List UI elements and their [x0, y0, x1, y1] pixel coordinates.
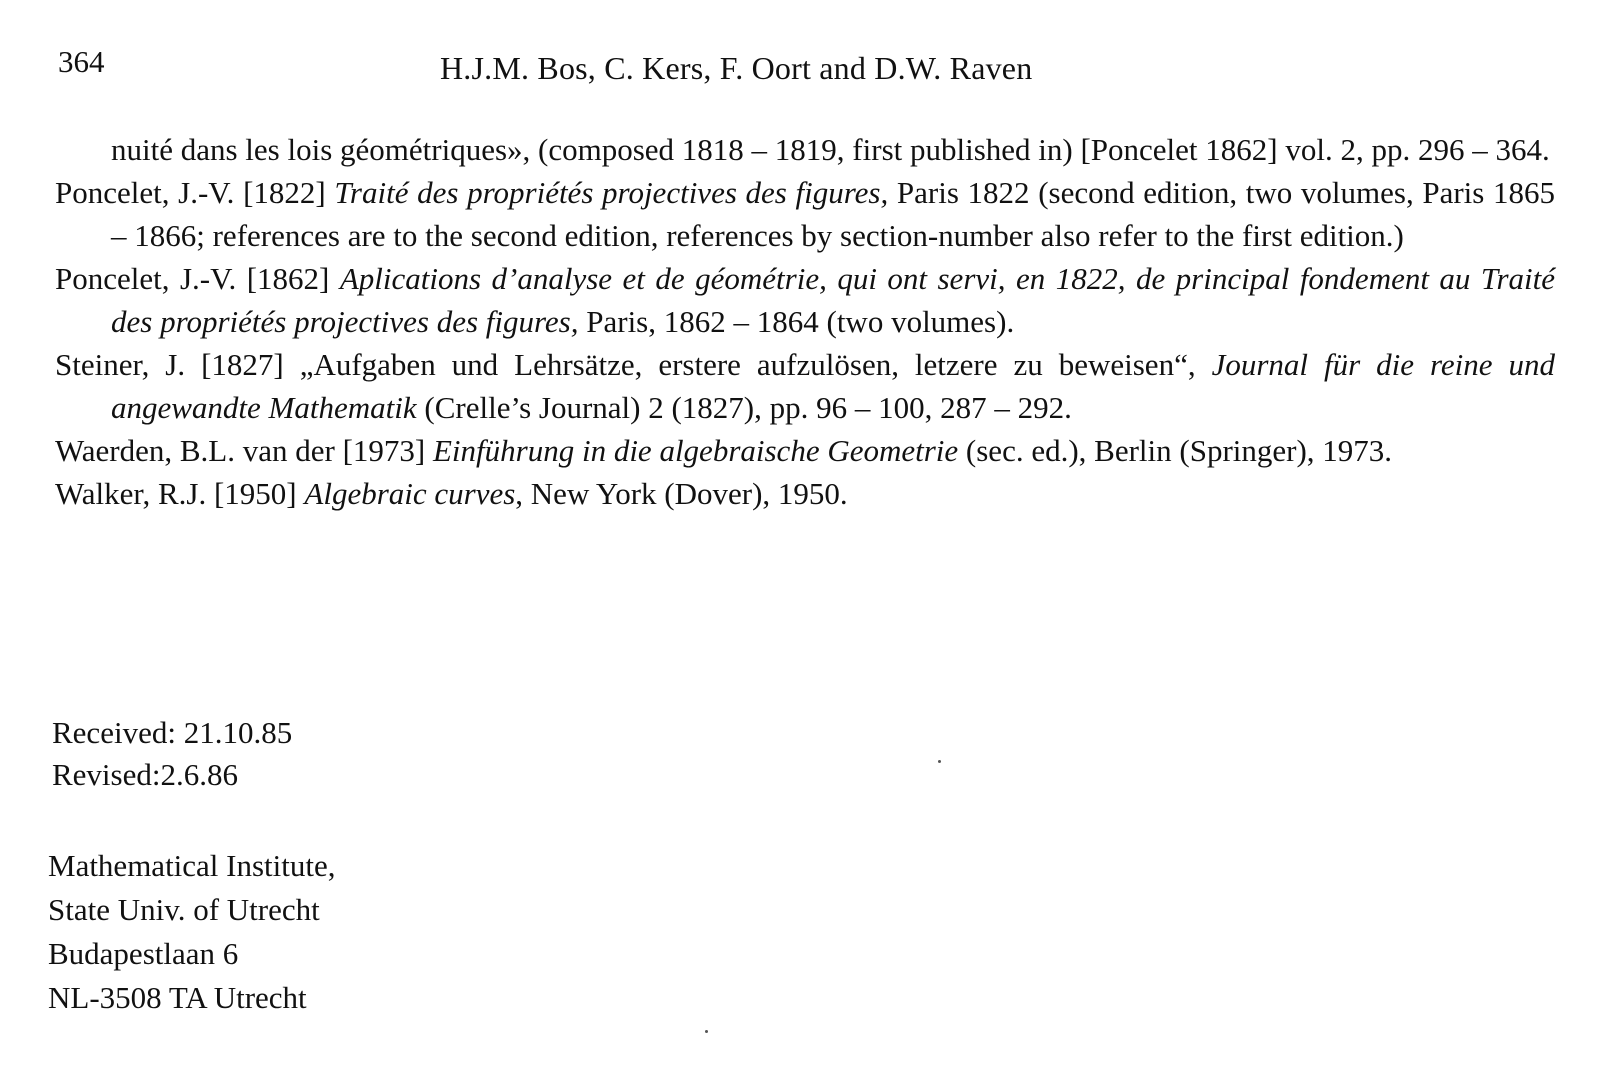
references-list	[55, 128, 1555, 515]
reference-author: Waerden, B.L. van der [1973]	[55, 433, 433, 468]
reference-author: Steiner, J. [1827] „Aufgaben und Lehrsätze, erstere aufzulösen, letzere zu beweisen“,	[55, 347, 1212, 382]
reference-title: Einführung in die algebraische Geometrie	[432, 433, 959, 468]
reference-title: Algebraic curves	[304, 476, 516, 511]
address-line: Mathematical Institute,	[48, 848, 336, 883]
reference-item	[55, 472, 1555, 515]
reference-item	[55, 429, 1555, 472]
reference-item	[55, 171, 1555, 257]
reference-title: Journal für die reine und angewandte Mathematik	[111, 347, 1555, 425]
reference-item	[55, 343, 1555, 429]
scan-speck	[705, 1030, 708, 1033]
reference-title: Aplications d’analyse et de géométrie, qui ont servi, en 1822, de principal fondement au Traité des propriétés projectives des figures,	[111, 261, 1555, 339]
scan-speck	[938, 760, 941, 763]
received-dates	[52, 712, 292, 796]
reference-title: Traité des propriétés projectives des figures,	[334, 175, 889, 210]
reference-details: Paris 1822 (second edition, two volumes, Paris 1865 – 1866; references are to the second edition, references by section-number also refer to the first edition.)	[111, 175, 1556, 253]
running-head: H.J.M. Bos, C. Kers, F. Oort and D.W. Raven	[440, 50, 1033, 86]
author-address	[48, 844, 336, 1020]
reference-details: Paris, 1862 – 1864 (two volumes).	[578, 304, 1015, 339]
address-line: State Univ. of Utrecht	[48, 892, 320, 927]
reference-item	[55, 257, 1555, 343]
address-line: Budapestlaan 6	[48, 936, 239, 971]
reference-author: Poncelet, J.-V. [1862]	[55, 261, 340, 296]
page-number: 364	[58, 44, 105, 79]
revised-date: Revised:2.6.86	[52, 757, 238, 792]
reference-details: , New York (Dover), 1950.	[515, 476, 848, 511]
reference-author: Poncelet, J.-V. [1822]	[55, 175, 335, 210]
received-date: Received: 21.10.85	[52, 715, 293, 750]
reference-details: (Crelle’s Journal) 2 (1827), pp. 96 – 100, 287 – 292.	[416, 390, 1072, 425]
reference-item	[55, 128, 1555, 171]
address-line: NL-3508 TA Utrecht	[48, 980, 307, 1015]
reference-text: nuité dans les lois géométriques», (composed 1818 – 1819, first published in) [Poncelet 1862] vol. 2, pp. 296 – 364.	[111, 132, 1550, 167]
reference-author: Walker, R.J. [1950]	[55, 476, 305, 511]
reference-details: (sec. ed.), Berlin (Springer), 1973.	[958, 433, 1393, 468]
